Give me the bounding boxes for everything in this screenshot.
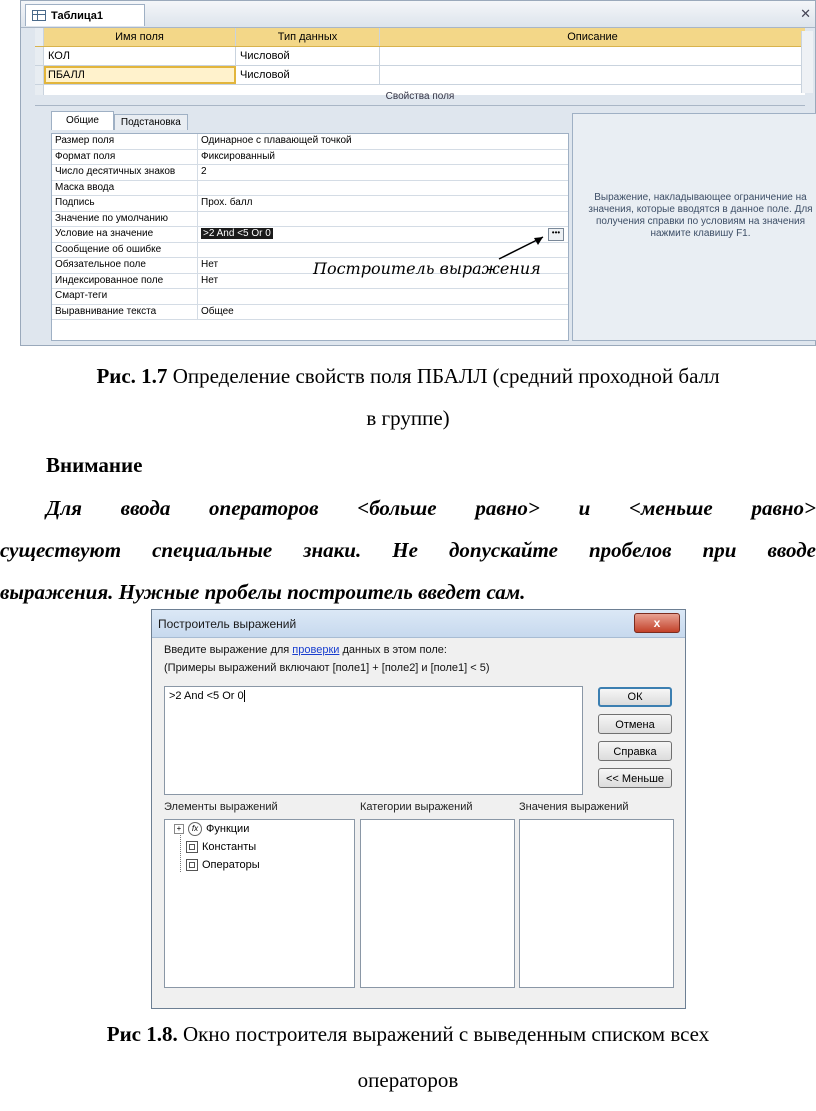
property-value[interactable] bbox=[198, 289, 568, 304]
annotation-label: Построитель выражения bbox=[313, 259, 541, 278]
property-name: Смарт-теги bbox=[52, 289, 198, 304]
property-name: Размер поля bbox=[52, 134, 198, 149]
figure2-caption-label: Рис 1.8. bbox=[106, 1022, 178, 1046]
data-type-cell[interactable]: Числовой bbox=[236, 66, 380, 84]
less-button[interactable]: << Меньше bbox=[598, 768, 672, 788]
dialog-title: Построитель выражений bbox=[158, 616, 297, 631]
property-value[interactable]: Нет bbox=[201, 274, 219, 286]
column-header-field-name: Имя поля bbox=[44, 28, 236, 46]
expression-values-label: Значения выражений bbox=[519, 801, 629, 813]
validation-help-link[interactable]: проверки bbox=[292, 644, 340, 656]
help-button[interactable]: Справка bbox=[598, 741, 672, 761]
data-type-cell[interactable]: Числовой bbox=[236, 47, 380, 65]
figure1-caption bbox=[0, 364, 816, 389]
properties-tabs bbox=[51, 114, 188, 130]
attention-line: выражения. Нужные пробелы построитель введет сам. bbox=[0, 580, 526, 604]
expression-builder-button[interactable]: ••• bbox=[548, 228, 564, 241]
prompt-text-before: Введите выражение для bbox=[164, 644, 293, 656]
property-value[interactable]: Нет bbox=[201, 259, 219, 270]
example-text: (Примеры выражений включают [поле1] + [поле2] и [поле1] < 5) bbox=[164, 662, 490, 674]
tab-lookup[interactable]: Подстановка bbox=[114, 114, 188, 130]
dialog-title-bar bbox=[152, 610, 685, 638]
property-name: Условие на значение bbox=[52, 227, 198, 242]
cancel-button[interactable]: Отмена bbox=[598, 714, 672, 734]
figure2-caption-text: Окно построителя выражений с выведенным списком всех bbox=[177, 1022, 710, 1046]
property-name: Индексированное поле bbox=[52, 274, 198, 289]
property-name: Выравнивание текста bbox=[52, 305, 198, 320]
expand-icon[interactable]: + bbox=[174, 824, 184, 834]
tree-item-label: Константы bbox=[202, 841, 257, 853]
property-name: Подпись bbox=[52, 196, 198, 211]
close-button[interactable]: x bbox=[634, 613, 680, 633]
expression-input[interactable] bbox=[164, 686, 583, 795]
field-name-cell[interactable]: КОЛ bbox=[44, 47, 236, 65]
property-row[interactable] bbox=[52, 165, 568, 181]
description-cell[interactable] bbox=[380, 66, 805, 84]
figure1-caption-label: Рис. 1.7 bbox=[96, 364, 168, 388]
expression-categories-label: Категории выражений bbox=[360, 801, 473, 813]
property-name: Сообщение об ошибке bbox=[52, 243, 198, 258]
property-row[interactable] bbox=[52, 289, 568, 305]
property-row[interactable] bbox=[52, 181, 568, 197]
description-cell[interactable] bbox=[380, 47, 805, 65]
property-value[interactable] bbox=[198, 212, 568, 227]
expression-elements-label: Элементы выражений bbox=[164, 801, 278, 813]
property-value[interactable]: Фиксированный bbox=[201, 150, 275, 162]
figure2-caption-line2: операторов bbox=[357, 1068, 459, 1092]
prompt-text bbox=[164, 644, 447, 656]
property-name: Значение по умолчанию bbox=[52, 212, 198, 227]
table-row[interactable] bbox=[35, 47, 805, 66]
table-tab-title: Таблица1 bbox=[51, 9, 103, 22]
property-row[interactable] bbox=[52, 134, 568, 150]
property-value[interactable]: Одинарное с плавающей точкой bbox=[201, 135, 352, 146]
tree-item-label: Функции bbox=[206, 823, 250, 835]
property-row[interactable] bbox=[52, 305, 568, 321]
figure2-caption bbox=[0, 1022, 816, 1047]
close-icon[interactable]: ✕ bbox=[800, 6, 811, 21]
ok-button[interactable]: ОК bbox=[598, 687, 672, 707]
table-design-screenshot bbox=[20, 0, 816, 346]
attention-heading: Внимание bbox=[46, 453, 143, 477]
figure1-caption-text: Определение свойств поля ПБАЛЛ (средний проходной балл bbox=[167, 364, 720, 388]
tree-item-functions[interactable] bbox=[174, 820, 260, 838]
property-value[interactable]: Общее bbox=[201, 305, 234, 317]
property-row[interactable] bbox=[52, 150, 568, 166]
property-row[interactable] bbox=[52, 196, 568, 212]
validation-rule-text[interactable]: >2 And <5 Or 0 bbox=[203, 228, 271, 239]
expression-elements-tree bbox=[174, 820, 260, 874]
table-icon bbox=[32, 10, 46, 21]
table-row[interactable] bbox=[35, 66, 805, 85]
property-value[interactable]: Прох. балл bbox=[201, 197, 253, 208]
expression-categories-list[interactable] bbox=[360, 819, 515, 988]
property-value[interactable]: 2 bbox=[201, 166, 207, 177]
help-panel: Выражение, накладывающее ограничение на значения, которые вводятся в данное поле. Для получения справки по условиям на значения нажмите клавишу F1. bbox=[572, 113, 816, 341]
folder-icon bbox=[186, 841, 198, 853]
grid-header-row bbox=[35, 28, 805, 47]
property-value[interactable] bbox=[198, 181, 568, 196]
tree-item-constants[interactable] bbox=[174, 838, 260, 856]
tree-item-operators[interactable] bbox=[174, 856, 260, 874]
table-tab[interactable] bbox=[25, 4, 145, 26]
prompt-text-after: данных в этом поле: bbox=[339, 644, 447, 656]
vertical-scrollbar[interactable] bbox=[801, 31, 813, 93]
figure1-caption-line2: в группе) bbox=[366, 406, 450, 430]
property-name: Формат поля bbox=[52, 150, 198, 165]
field-grid bbox=[35, 28, 805, 95]
text-caret bbox=[244, 690, 245, 702]
property-name: Число десятичных знаков bbox=[52, 165, 198, 180]
attention-line: Для ввода операторов <больше равно> и <меньше равно> bbox=[46, 496, 816, 520]
column-header-description: Описание bbox=[567, 31, 618, 43]
tab-general[interactable]: Общие bbox=[51, 111, 114, 130]
expression-text: >2 And <5 Or 0 bbox=[169, 690, 244, 702]
property-name: Обязательное поле bbox=[52, 258, 198, 273]
expression-builder-dialog bbox=[151, 609, 686, 1009]
folder-icon bbox=[186, 859, 198, 871]
column-header-data-type: Тип данных bbox=[236, 28, 380, 46]
function-icon: fx bbox=[188, 822, 202, 836]
expression-values-list[interactable] bbox=[519, 819, 674, 988]
document-tab-bar bbox=[21, 1, 815, 28]
tree-item-label: Операторы bbox=[202, 859, 260, 871]
field-properties-label: Свойства поля bbox=[35, 91, 805, 106]
property-name: Маска ввода bbox=[52, 181, 198, 196]
property-row[interactable] bbox=[52, 212, 568, 228]
attention-line: существуют специальные знаки. Не допускайте пробелов при вводе bbox=[0, 538, 816, 562]
attention-text bbox=[0, 496, 816, 622]
field-name-cell[interactable]: ПБАЛЛ bbox=[44, 66, 236, 84]
